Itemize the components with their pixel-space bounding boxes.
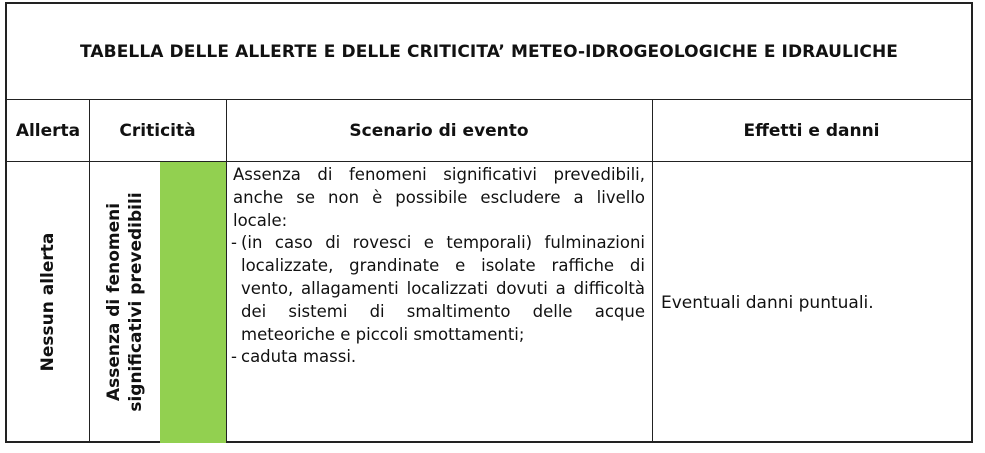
header-allerta: Allerta	[7, 100, 89, 162]
criticita-line-1: Assenza di fenomeni	[104, 202, 124, 402]
scenario-intro: Assenza di fenomeni significativi prevedibili, anche se non è possibile escludere a livello locale:	[233, 165, 645, 230]
header-criticita: Criticità	[89, 100, 226, 162]
column-divider	[652, 100, 653, 443]
criticita-label	[103, 162, 147, 442]
scenario-bullet: - (in caso di rovesci e temporali) fulminazioni localizzate, grandinate e isolate raffiche di vento, allagamenti localizzati dovuti a difficoltà dei sistemi di smaltimento delle acque meteoriche e piccoli smottamenti;	[231, 233, 645, 344]
allerta-label: Nessun allerta	[38, 232, 58, 372]
scenario-bullet: - caduta massi.	[233, 346, 645, 369]
effetti-text: Eventuali danni puntuali.	[661, 292, 874, 313]
scenario-text	[233, 164, 645, 369]
cell-allerta	[7, 162, 89, 443]
table-title: TABELLA DELLE ALLERTE E DELLE CRITICITA’ METEO-IDROGEOLOGICHE E IDRAULICHE	[7, 4, 971, 100]
cell-criticita	[89, 162, 160, 443]
header-effetti: Effetti e danni	[652, 100, 971, 162]
bullet-marker: -	[231, 233, 237, 253]
alert-table	[5, 2, 973, 443]
header-scenario: Scenario di evento	[226, 100, 652, 162]
criticita-line-2: significativi prevedibili	[126, 192, 146, 412]
criticita-color-indicator	[160, 162, 226, 443]
column-divider	[226, 100, 227, 443]
bullet-marker: -	[231, 347, 237, 367]
